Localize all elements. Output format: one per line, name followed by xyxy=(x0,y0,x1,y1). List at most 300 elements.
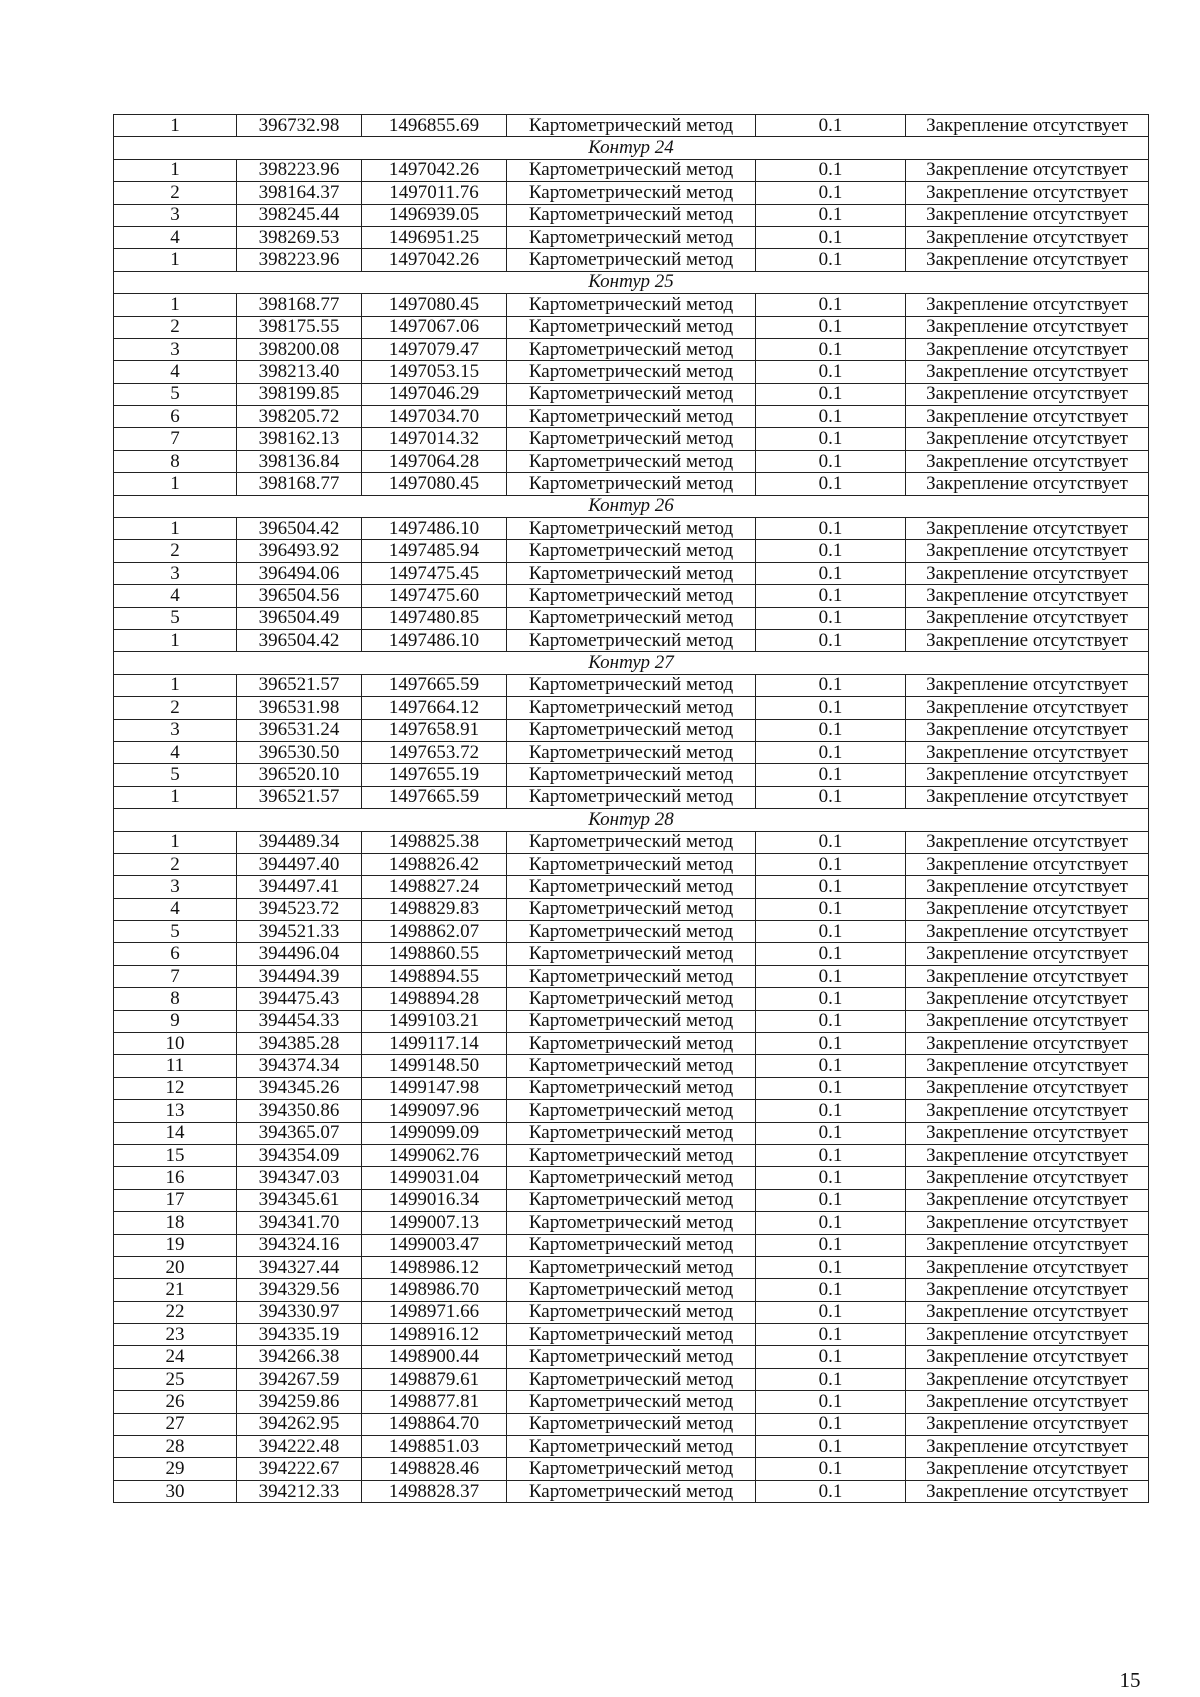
y-coordinate-cell: 1498877.81 xyxy=(362,1391,507,1413)
point-number-cell: 13 xyxy=(114,1100,237,1122)
y-coordinate-cell: 1499062.76 xyxy=(362,1144,507,1166)
x-coordinate-cell: 394365.07 xyxy=(237,1122,362,1144)
point-number-cell: 29 xyxy=(114,1458,237,1480)
accuracy-cell: 0.1 xyxy=(756,115,906,137)
mark-description-cell: Закрепление отсутствует xyxy=(906,1391,1149,1413)
y-coordinate-cell: 1499099.09 xyxy=(362,1122,507,1144)
method-cell: Картометрический метод xyxy=(507,450,756,472)
x-coordinate-cell: 394475.43 xyxy=(237,988,362,1010)
table-row xyxy=(114,1100,1149,1122)
point-number-cell: 1 xyxy=(114,786,237,808)
y-coordinate-cell: 1498900.44 xyxy=(362,1346,507,1368)
y-coordinate-cell: 1497053.15 xyxy=(362,361,507,383)
method-cell: Картометрический метод xyxy=(507,719,756,741)
y-coordinate-cell: 1498916.12 xyxy=(362,1324,507,1346)
mark-description-cell: Закрепление отсутствует xyxy=(906,361,1149,383)
x-coordinate-cell: 394345.26 xyxy=(237,1077,362,1099)
x-coordinate-cell: 394267.59 xyxy=(237,1368,362,1390)
y-coordinate-cell: 1497067.06 xyxy=(362,316,507,338)
method-cell: Картометрический метод xyxy=(507,182,756,204)
table-row xyxy=(114,1368,1149,1390)
method-cell: Картометрический метод xyxy=(507,562,756,584)
y-coordinate-cell: 1499007.13 xyxy=(362,1212,507,1234)
mark-description-cell: Закрепление отсутствует xyxy=(906,1010,1149,1032)
table-row xyxy=(114,1279,1149,1301)
table-row xyxy=(114,540,1149,562)
point-number-cell: 23 xyxy=(114,1324,237,1346)
point-number-cell: 17 xyxy=(114,1189,237,1211)
page-number: 15 xyxy=(1119,1668,1141,1692)
table-row xyxy=(114,1077,1149,1099)
x-coordinate-cell: 394222.48 xyxy=(237,1436,362,1458)
accuracy-cell: 0.1 xyxy=(756,1167,906,1189)
table-row xyxy=(114,338,1149,360)
point-number-cell: 5 xyxy=(114,383,237,405)
method-cell: Картометрический метод xyxy=(507,249,756,271)
mark-description-cell: Закрепление отсутствует xyxy=(906,226,1149,248)
accuracy-cell: 0.1 xyxy=(756,204,906,226)
contour-label: Контур 24 xyxy=(114,137,1149,159)
x-coordinate-cell: 398245.44 xyxy=(237,204,362,226)
table-row xyxy=(114,383,1149,405)
accuracy-cell: 0.1 xyxy=(756,585,906,607)
accuracy-cell: 0.1 xyxy=(756,1436,906,1458)
point-number-cell: 3 xyxy=(114,719,237,741)
point-number-cell: 4 xyxy=(114,741,237,763)
mark-description-cell: Закрепление отсутствует xyxy=(906,294,1149,316)
mark-description-cell: Закрепление отсутствует xyxy=(906,159,1149,181)
table-row xyxy=(114,1144,1149,1166)
x-coordinate-cell: 394329.56 xyxy=(237,1279,362,1301)
accuracy-cell: 0.1 xyxy=(756,1279,906,1301)
x-coordinate-cell: 394324.16 xyxy=(237,1234,362,1256)
mark-description-cell: Закрепление отсутствует xyxy=(906,1122,1149,1144)
y-coordinate-cell: 1497665.59 xyxy=(362,786,507,808)
y-coordinate-cell: 1496939.05 xyxy=(362,204,507,226)
x-coordinate-cell: 396521.57 xyxy=(237,674,362,696)
table-row xyxy=(114,607,1149,629)
point-number-cell: 2 xyxy=(114,316,237,338)
mark-description-cell: Закрепление отсутствует xyxy=(906,607,1149,629)
accuracy-cell: 0.1 xyxy=(756,226,906,248)
accuracy-cell: 0.1 xyxy=(756,1033,906,1055)
x-coordinate-cell: 394496.04 xyxy=(237,943,362,965)
method-cell: Картометрический метод xyxy=(507,876,756,898)
method-cell: Картометрический метод xyxy=(507,115,756,137)
y-coordinate-cell: 1498862.07 xyxy=(362,921,507,943)
x-coordinate-cell: 398199.85 xyxy=(237,383,362,405)
table-row xyxy=(114,585,1149,607)
accuracy-cell: 0.1 xyxy=(756,921,906,943)
x-coordinate-cell: 394385.28 xyxy=(237,1033,362,1055)
point-number-cell: 4 xyxy=(114,361,237,383)
method-cell: Картометрический метод xyxy=(507,383,756,405)
table-row xyxy=(114,1234,1149,1256)
table-row xyxy=(114,1413,1149,1435)
point-number-cell: 24 xyxy=(114,1346,237,1368)
mark-description-cell: Закрепление отсутствует xyxy=(906,338,1149,360)
table-row xyxy=(114,182,1149,204)
accuracy-cell: 0.1 xyxy=(756,674,906,696)
y-coordinate-cell: 1497485.94 xyxy=(362,540,507,562)
accuracy-cell: 0.1 xyxy=(756,1346,906,1368)
mark-description-cell: Закрепление отсутствует xyxy=(906,831,1149,853)
point-number-cell: 21 xyxy=(114,1279,237,1301)
accuracy-cell: 0.1 xyxy=(756,1413,906,1435)
point-number-cell: 2 xyxy=(114,853,237,875)
table-row xyxy=(114,518,1149,540)
x-coordinate-cell: 394266.38 xyxy=(237,1346,362,1368)
point-number-cell: 1 xyxy=(114,159,237,181)
method-cell: Картометрический метод xyxy=(507,1368,756,1390)
y-coordinate-cell: 1497080.45 xyxy=(362,294,507,316)
mark-description-cell: Закрепление отсутствует xyxy=(906,1033,1149,1055)
method-cell: Картометрический метод xyxy=(507,853,756,875)
x-coordinate-cell: 394521.33 xyxy=(237,921,362,943)
contour-header-row xyxy=(114,271,1149,293)
method-cell: Картометрический метод xyxy=(507,585,756,607)
mark-description-cell: Закрепление отсутствует xyxy=(906,204,1149,226)
table-row xyxy=(114,1122,1149,1144)
x-coordinate-cell: 394354.09 xyxy=(237,1144,362,1166)
table-row xyxy=(114,1436,1149,1458)
mark-description-cell: Закрепление отсутствует xyxy=(906,674,1149,696)
y-coordinate-cell: 1497486.10 xyxy=(362,518,507,540)
accuracy-cell: 0.1 xyxy=(756,406,906,428)
method-cell: Картометрический метод xyxy=(507,1346,756,1368)
method-cell: Картометрический метод xyxy=(507,1256,756,1278)
accuracy-cell: 0.1 xyxy=(756,540,906,562)
x-coordinate-cell: 394341.70 xyxy=(237,1212,362,1234)
x-coordinate-cell: 394497.41 xyxy=(237,876,362,898)
method-cell: Картометрический метод xyxy=(507,965,756,987)
mark-description-cell: Закрепление отсутствует xyxy=(906,786,1149,808)
table-row xyxy=(114,294,1149,316)
table-row xyxy=(114,898,1149,920)
y-coordinate-cell: 1497079.47 xyxy=(362,338,507,360)
table-row xyxy=(114,697,1149,719)
accuracy-cell: 0.1 xyxy=(756,943,906,965)
point-number-cell: 2 xyxy=(114,697,237,719)
point-number-cell: 8 xyxy=(114,988,237,1010)
y-coordinate-cell: 1498828.46 xyxy=(362,1458,507,1480)
accuracy-cell: 0.1 xyxy=(756,876,906,898)
mark-description-cell: Закрепление отсутствует xyxy=(906,1413,1149,1435)
table-row xyxy=(114,115,1149,137)
y-coordinate-cell: 1499016.34 xyxy=(362,1189,507,1211)
accuracy-cell: 0.1 xyxy=(756,988,906,1010)
y-coordinate-cell: 1497664.12 xyxy=(362,697,507,719)
y-coordinate-cell: 1498971.66 xyxy=(362,1301,507,1323)
y-coordinate-cell: 1499031.04 xyxy=(362,1167,507,1189)
accuracy-cell: 0.1 xyxy=(756,159,906,181)
method-cell: Картометрический метод xyxy=(507,1100,756,1122)
point-number-cell: 1 xyxy=(114,473,237,495)
mark-description-cell: Закрепление отсутствует xyxy=(906,764,1149,786)
method-cell: Картометрический метод xyxy=(507,786,756,808)
x-coordinate-cell: 396504.56 xyxy=(237,585,362,607)
y-coordinate-cell: 1499097.96 xyxy=(362,1100,507,1122)
accuracy-cell: 0.1 xyxy=(756,1100,906,1122)
mark-description-cell: Закрепление отсутствует xyxy=(906,428,1149,450)
mark-description-cell: Закрепление отсутствует xyxy=(906,741,1149,763)
method-cell: Картометрический метод xyxy=(507,943,756,965)
accuracy-cell: 0.1 xyxy=(756,294,906,316)
method-cell: Картометрический метод xyxy=(507,674,756,696)
accuracy-cell: 0.1 xyxy=(756,607,906,629)
x-coordinate-cell: 394212.33 xyxy=(237,1480,362,1502)
method-cell: Картометрический метод xyxy=(507,988,756,1010)
point-number-cell: 19 xyxy=(114,1234,237,1256)
x-coordinate-cell: 398168.77 xyxy=(237,473,362,495)
mark-description-cell: Закрепление отсутствует xyxy=(906,1100,1149,1122)
mark-description-cell: Закрепление отсутствует xyxy=(906,518,1149,540)
mark-description-cell: Закрепление отсутствует xyxy=(906,921,1149,943)
y-coordinate-cell: 1499148.50 xyxy=(362,1055,507,1077)
accuracy-cell: 0.1 xyxy=(756,1324,906,1346)
mark-description-cell: Закрепление отсутствует xyxy=(906,1436,1149,1458)
y-coordinate-cell: 1498826.42 xyxy=(362,853,507,875)
table-row xyxy=(114,786,1149,808)
mark-description-cell: Закрепление отсутствует xyxy=(906,1279,1149,1301)
mark-description-cell: Закрепление отсутствует xyxy=(906,1324,1149,1346)
point-number-cell: 14 xyxy=(114,1122,237,1144)
table-row xyxy=(114,1301,1149,1323)
x-coordinate-cell: 398213.40 xyxy=(237,361,362,383)
point-number-cell: 6 xyxy=(114,943,237,965)
contour-label: Контур 27 xyxy=(114,652,1149,674)
mark-description-cell: Закрепление отсутствует xyxy=(906,540,1149,562)
table-row xyxy=(114,831,1149,853)
x-coordinate-cell: 394523.72 xyxy=(237,898,362,920)
x-coordinate-cell: 398175.55 xyxy=(237,316,362,338)
accuracy-cell: 0.1 xyxy=(756,1144,906,1166)
accuracy-cell: 0.1 xyxy=(756,1391,906,1413)
accuracy-cell: 0.1 xyxy=(756,629,906,651)
point-number-cell: 5 xyxy=(114,607,237,629)
mark-description-cell: Закрепление отсутствует xyxy=(906,406,1149,428)
accuracy-cell: 0.1 xyxy=(756,1122,906,1144)
point-number-cell: 18 xyxy=(114,1212,237,1234)
y-coordinate-cell: 1499103.21 xyxy=(362,1010,507,1032)
y-coordinate-cell: 1498879.61 xyxy=(362,1368,507,1390)
accuracy-cell: 0.1 xyxy=(756,965,906,987)
x-coordinate-cell: 398162.13 xyxy=(237,428,362,450)
x-coordinate-cell: 394350.86 xyxy=(237,1100,362,1122)
x-coordinate-cell: 394347.03 xyxy=(237,1167,362,1189)
y-coordinate-cell: 1498828.37 xyxy=(362,1480,507,1502)
y-coordinate-cell: 1497014.32 xyxy=(362,428,507,450)
x-coordinate-cell: 394454.33 xyxy=(237,1010,362,1032)
method-cell: Картометрический метод xyxy=(507,1391,756,1413)
accuracy-cell: 0.1 xyxy=(756,1189,906,1211)
table-row xyxy=(114,316,1149,338)
table-row xyxy=(114,1189,1149,1211)
accuracy-cell: 0.1 xyxy=(756,853,906,875)
x-coordinate-cell: 396521.57 xyxy=(237,786,362,808)
point-number-cell: 4 xyxy=(114,226,237,248)
x-coordinate-cell: 394335.19 xyxy=(237,1324,362,1346)
mark-description-cell: Закрепление отсутствует xyxy=(906,1256,1149,1278)
x-coordinate-cell: 394497.40 xyxy=(237,853,362,875)
mark-description-cell: Закрепление отсутствует xyxy=(906,1346,1149,1368)
x-coordinate-cell: 398223.96 xyxy=(237,159,362,181)
mark-description-cell: Закрепление отсутствует xyxy=(906,1055,1149,1077)
y-coordinate-cell: 1498829.83 xyxy=(362,898,507,920)
table-row xyxy=(114,988,1149,1010)
x-coordinate-cell: 398136.84 xyxy=(237,450,362,472)
y-coordinate-cell: 1497080.45 xyxy=(362,473,507,495)
accuracy-cell: 0.1 xyxy=(756,697,906,719)
mark-description-cell: Закрепление отсутствует xyxy=(906,1167,1149,1189)
method-cell: Картометрический метод xyxy=(507,1189,756,1211)
table-row xyxy=(114,1346,1149,1368)
table-body xyxy=(114,115,1149,1503)
point-number-cell: 1 xyxy=(114,249,237,271)
x-coordinate-cell: 396531.98 xyxy=(237,697,362,719)
y-coordinate-cell: 1497011.76 xyxy=(362,182,507,204)
x-coordinate-cell: 396732.98 xyxy=(237,115,362,137)
method-cell: Картометрический метод xyxy=(507,1458,756,1480)
table-row xyxy=(114,876,1149,898)
y-coordinate-cell: 1498827.24 xyxy=(362,876,507,898)
accuracy-cell: 0.1 xyxy=(756,1368,906,1390)
x-coordinate-cell: 396504.49 xyxy=(237,607,362,629)
method-cell: Картометрический метод xyxy=(507,226,756,248)
x-coordinate-cell: 396504.42 xyxy=(237,518,362,540)
x-coordinate-cell: 398205.72 xyxy=(237,406,362,428)
x-coordinate-cell: 398168.77 xyxy=(237,294,362,316)
y-coordinate-cell: 1497064.28 xyxy=(362,450,507,472)
coordinates-table xyxy=(113,114,1149,1503)
accuracy-cell: 0.1 xyxy=(756,249,906,271)
point-number-cell: 1 xyxy=(114,115,237,137)
accuracy-cell: 0.1 xyxy=(756,764,906,786)
accuracy-cell: 0.1 xyxy=(756,562,906,584)
x-coordinate-cell: 394222.67 xyxy=(237,1458,362,1480)
mark-description-cell: Закрепление отсутствует xyxy=(906,1144,1149,1166)
y-coordinate-cell: 1499003.47 xyxy=(362,1234,507,1256)
method-cell: Картометрический метод xyxy=(507,406,756,428)
method-cell: Картометрический метод xyxy=(507,540,756,562)
y-coordinate-cell: 1497665.59 xyxy=(362,674,507,696)
accuracy-cell: 0.1 xyxy=(756,1055,906,1077)
point-number-cell: 3 xyxy=(114,204,237,226)
accuracy-cell: 0.1 xyxy=(756,898,906,920)
table-row xyxy=(114,428,1149,450)
point-number-cell: 6 xyxy=(114,406,237,428)
mark-description-cell: Закрепление отсутствует xyxy=(906,450,1149,472)
y-coordinate-cell: 1498825.38 xyxy=(362,831,507,853)
method-cell: Картометрический метод xyxy=(507,1234,756,1256)
method-cell: Картометрический метод xyxy=(507,629,756,651)
method-cell: Картометрический метод xyxy=(507,316,756,338)
point-number-cell: 1 xyxy=(114,629,237,651)
method-cell: Картометрический метод xyxy=(507,1324,756,1346)
point-number-cell: 4 xyxy=(114,898,237,920)
method-cell: Картометрический метод xyxy=(507,1122,756,1144)
y-coordinate-cell: 1499117.14 xyxy=(362,1033,507,1055)
x-coordinate-cell: 394327.44 xyxy=(237,1256,362,1278)
method-cell: Картометрический метод xyxy=(507,607,756,629)
y-coordinate-cell: 1497042.26 xyxy=(362,159,507,181)
y-coordinate-cell: 1497046.29 xyxy=(362,383,507,405)
y-coordinate-cell: 1497042.26 xyxy=(362,249,507,271)
table-row xyxy=(114,1391,1149,1413)
x-coordinate-cell: 394345.61 xyxy=(237,1189,362,1211)
accuracy-cell: 0.1 xyxy=(756,1256,906,1278)
accuracy-cell: 0.1 xyxy=(756,428,906,450)
method-cell: Картометрический метод xyxy=(507,764,756,786)
table-row xyxy=(114,764,1149,786)
mark-description-cell: Закрепление отсутствует xyxy=(906,697,1149,719)
accuracy-cell: 0.1 xyxy=(756,383,906,405)
table-row xyxy=(114,473,1149,495)
y-coordinate-cell: 1497034.70 xyxy=(362,406,507,428)
mark-description-cell: Закрепление отсутствует xyxy=(906,1458,1149,1480)
method-cell: Картометрический метод xyxy=(507,473,756,495)
accuracy-cell: 0.1 xyxy=(756,831,906,853)
table-row xyxy=(114,1458,1149,1480)
y-coordinate-cell: 1498851.03 xyxy=(362,1436,507,1458)
mark-description-cell: Закрепление отсутствует xyxy=(906,853,1149,875)
point-number-cell: 10 xyxy=(114,1033,237,1055)
method-cell: Картометрический метод xyxy=(507,1301,756,1323)
method-cell: Картометрический метод xyxy=(507,831,756,853)
table-row xyxy=(114,450,1149,472)
table-row xyxy=(114,1033,1149,1055)
point-number-cell: 7 xyxy=(114,428,237,450)
contour-header-row xyxy=(114,137,1149,159)
method-cell: Картометрический метод xyxy=(507,361,756,383)
accuracy-cell: 0.1 xyxy=(756,741,906,763)
mark-description-cell: Закрепление отсутствует xyxy=(906,249,1149,271)
x-coordinate-cell: 398269.53 xyxy=(237,226,362,248)
table-row xyxy=(114,159,1149,181)
point-number-cell: 9 xyxy=(114,1010,237,1032)
table-row xyxy=(114,1324,1149,1346)
accuracy-cell: 0.1 xyxy=(756,338,906,360)
mark-description-cell: Закрепление отсутствует xyxy=(906,629,1149,651)
contour-label: Контур 25 xyxy=(114,271,1149,293)
mark-description-cell: Закрепление отсутствует xyxy=(906,1368,1149,1390)
method-cell: Картометрический метод xyxy=(507,1279,756,1301)
method-cell: Картометрический метод xyxy=(507,1167,756,1189)
point-number-cell: 1 xyxy=(114,294,237,316)
method-cell: Картометрический метод xyxy=(507,741,756,763)
x-coordinate-cell: 396530.50 xyxy=(237,741,362,763)
mark-description-cell: Закрепление отсутствует xyxy=(906,965,1149,987)
mark-description-cell: Закрепление отсутствует xyxy=(906,1234,1149,1256)
table-row xyxy=(114,1055,1149,1077)
accuracy-cell: 0.1 xyxy=(756,518,906,540)
table-row xyxy=(114,1480,1149,1502)
x-coordinate-cell: 394374.34 xyxy=(237,1055,362,1077)
point-number-cell: 16 xyxy=(114,1167,237,1189)
table-row xyxy=(114,1212,1149,1234)
point-number-cell: 3 xyxy=(114,562,237,584)
mark-description-cell: Закрепление отсутствует xyxy=(906,1077,1149,1099)
accuracy-cell: 0.1 xyxy=(756,1077,906,1099)
point-number-cell: 12 xyxy=(114,1077,237,1099)
point-number-cell: 22 xyxy=(114,1301,237,1323)
mark-description-cell: Закрепление отсутствует xyxy=(906,943,1149,965)
table-row xyxy=(114,853,1149,875)
table-row xyxy=(114,719,1149,741)
y-coordinate-cell: 1496951.25 xyxy=(362,226,507,248)
point-number-cell: 2 xyxy=(114,540,237,562)
x-coordinate-cell: 398223.96 xyxy=(237,249,362,271)
